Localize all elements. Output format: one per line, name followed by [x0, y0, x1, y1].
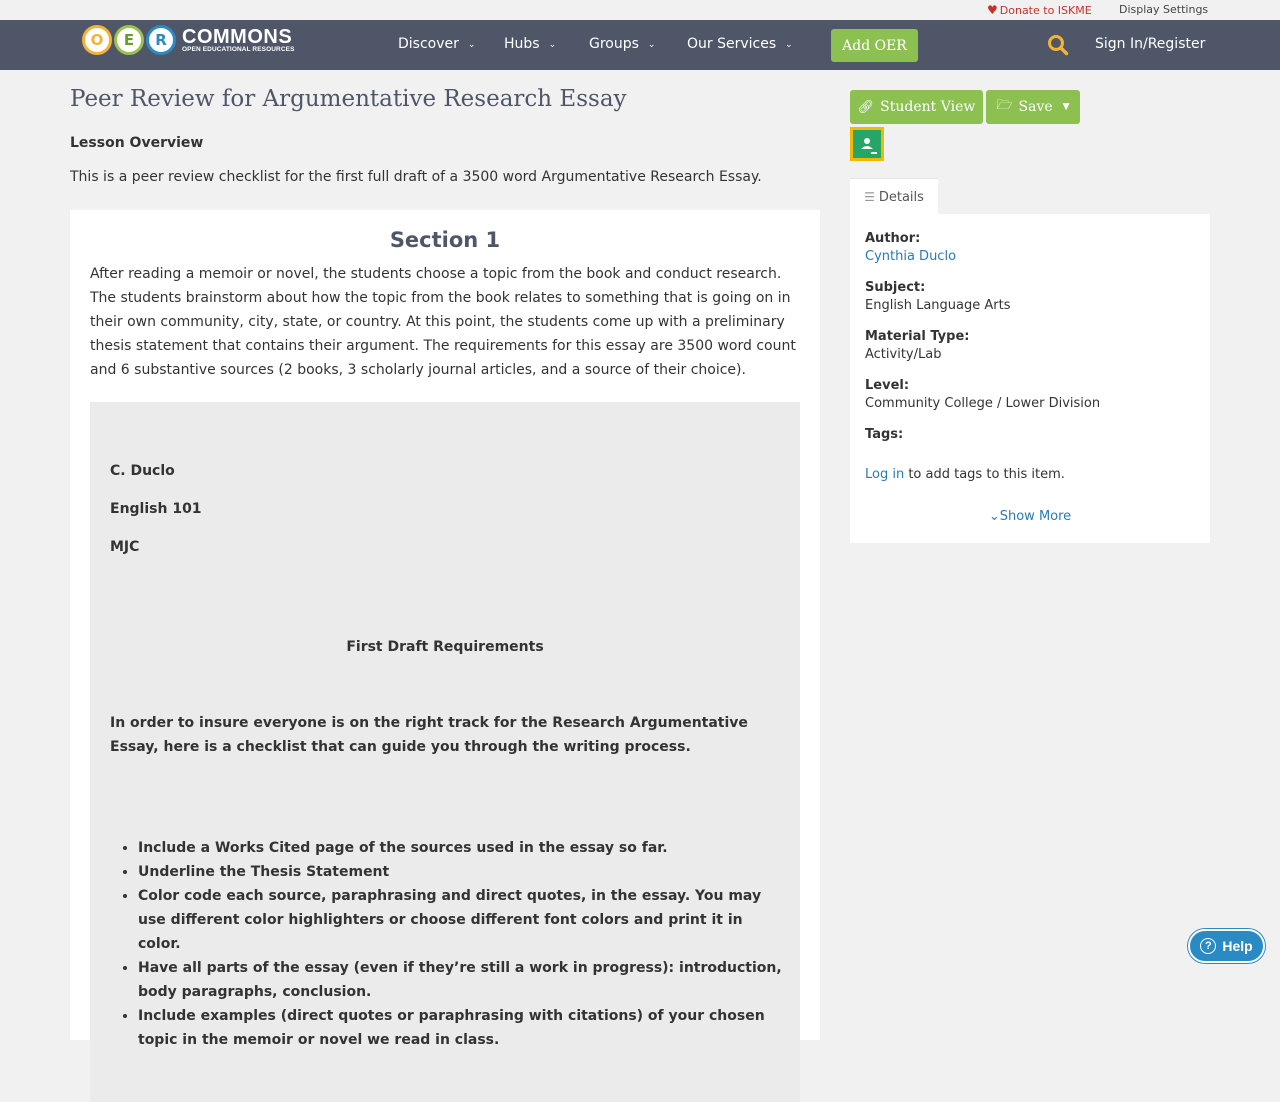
google-classroom-icon [853, 130, 881, 158]
display-settings-link[interactable]: Display Settings [1119, 3, 1209, 16]
search-icon[interactable] [1047, 34, 1069, 56]
author-value [865, 249, 956, 264]
list-icon: ☰ [864, 190, 875, 204]
logo-wordmark [182, 27, 295, 54]
section-title: Section 1 [389, 228, 501, 252]
details-panel [850, 214, 1210, 543]
doc-checklist [138, 836, 788, 1052]
details-tab-label: Details [878, 189, 924, 205]
document-box [90, 402, 800, 1102]
oer-commons-logo[interactable] [82, 25, 295, 55]
help-label: Help [1222, 938, 1253, 954]
section-body: After reading a memoir or novel, the students choose a topic from the book and conduct research. The students brainstorm about how the topic from the book relates to something that is going on in their own community, city, state, or country. At this point, the students come up with a preliminary thesis statement that contains their argument. The requirements for this essay are 3500 word count and 6 substantive sources (2 books, 3 scholarly journal articles, and a source of their choice). [90, 266, 796, 378]
page-title: Peer Review for Argumentative Research Essay [70, 86, 627, 112]
show-more-link[interactable] [850, 509, 1210, 524]
chevron-down-icon: ⌄ [785, 40, 793, 50]
google-classroom-button[interactable] [850, 127, 884, 161]
student-view-button[interactable] [850, 90, 983, 124]
show-more-label: Show More [999, 509, 1072, 524]
list-item: • Underline the Thesis Statement [138, 860, 788, 884]
logo-letter-o: O [82, 25, 112, 55]
nav-our-services[interactable] [687, 36, 793, 52]
logo-letter-r: R [146, 25, 176, 55]
folder-open-icon: 🗁︎ [996, 98, 1013, 113]
level-value: Community College / Lower Division [865, 396, 1101, 411]
author-label: Author: [865, 231, 921, 246]
list-item: • Include a Works Cited page of the sources used in the essay so far. [138, 836, 788, 860]
login-suffix: to add tags to this item. [904, 467, 1065, 482]
caret-down-icon: ▼ [1062, 102, 1070, 112]
question-icon: ? [1200, 938, 1216, 954]
nav-hubs[interactable] [504, 36, 556, 52]
subject-value: English Language Arts [865, 298, 1011, 313]
nav-discover[interactable] [398, 36, 475, 52]
utility-bar [0, 0, 1280, 20]
logo-tagline: OPEN EDUCATIONAL RESOURCES [182, 45, 295, 53]
nav-discover-label: Discover [398, 36, 459, 52]
chevron-down-icon: ⌄ [548, 40, 557, 50]
sign-in-register-link[interactable]: Sign In/Register [1095, 36, 1206, 52]
nav-groups-label: Groups [589, 36, 639, 52]
level-label: Level: [865, 378, 910, 393]
list-item: • Color code each source, paraphrasing and direct quotes, in the essay. You may use different color highlighters or choose different font colors and print it in color. [138, 884, 788, 956]
chevron-down-icon: ⌄ [647, 40, 656, 50]
help-button[interactable] [1188, 929, 1265, 963]
chevron-down-icon: ⌄ [988, 509, 1000, 524]
student-view-label: Student View [880, 99, 976, 115]
nav-groups[interactable] [589, 36, 655, 52]
material-type-label: Material Type: [865, 329, 970, 344]
logo-commons-text: COMMONS [182, 25, 293, 48]
nav-our-services-label: Our Services [687, 36, 777, 52]
main-navbar [0, 20, 1280, 70]
section-card [70, 210, 820, 1048]
subject-label: Subject: [865, 280, 926, 295]
doc-intro: In order to insure everyone is on the right track for the Research Argumentative Essay, here is a checklist that can guide you through the writing process. [110, 715, 748, 755]
doc-heading: First Draft Requirements [346, 639, 544, 655]
heart-icon: ♥ [987, 3, 998, 17]
lesson-overview-label: Lesson Overview [70, 135, 204, 151]
logo-letter-e: E [114, 25, 144, 55]
material-type-value: Activity/Lab [865, 347, 942, 362]
tags-label: Tags: [865, 427, 904, 442]
save-label: Save [1018, 99, 1053, 115]
list-item: • Include examples (direct quotes or paraphrasing with citations) of your chosen topic in the memoir or novel we read in class. [138, 1004, 788, 1052]
tab-details[interactable] [850, 178, 938, 215]
add-oer-button[interactable]: Add OER [831, 29, 918, 62]
donate-label: Donate to ISKME [999, 4, 1092, 17]
doc-school-line: MJC [110, 539, 140, 555]
tags-login-note [865, 467, 1065, 482]
link-icon: 🔗︎ [857, 99, 875, 115]
doc-author-line: C. Duclo [110, 463, 175, 479]
donate-link[interactable] [987, 3, 1092, 17]
author-link[interactable]: Cynthia Duclo [865, 249, 957, 264]
save-button[interactable] [986, 90, 1080, 124]
chevron-down-icon: ⌄ [467, 40, 476, 50]
doc-course-line: English 101 [110, 501, 202, 517]
list-item: • Have all parts of the essay (even if they’re still a work in progress): introduction, body paragraphs, conclusion. [138, 956, 788, 1004]
nav-hubs-label: Hubs [504, 36, 540, 52]
login-link[interactable]: Log in [865, 467, 905, 482]
lesson-overview-text: This is a peer review checklist for the first full draft of a 3500 word Argumentative Research Essay. [70, 169, 762, 185]
